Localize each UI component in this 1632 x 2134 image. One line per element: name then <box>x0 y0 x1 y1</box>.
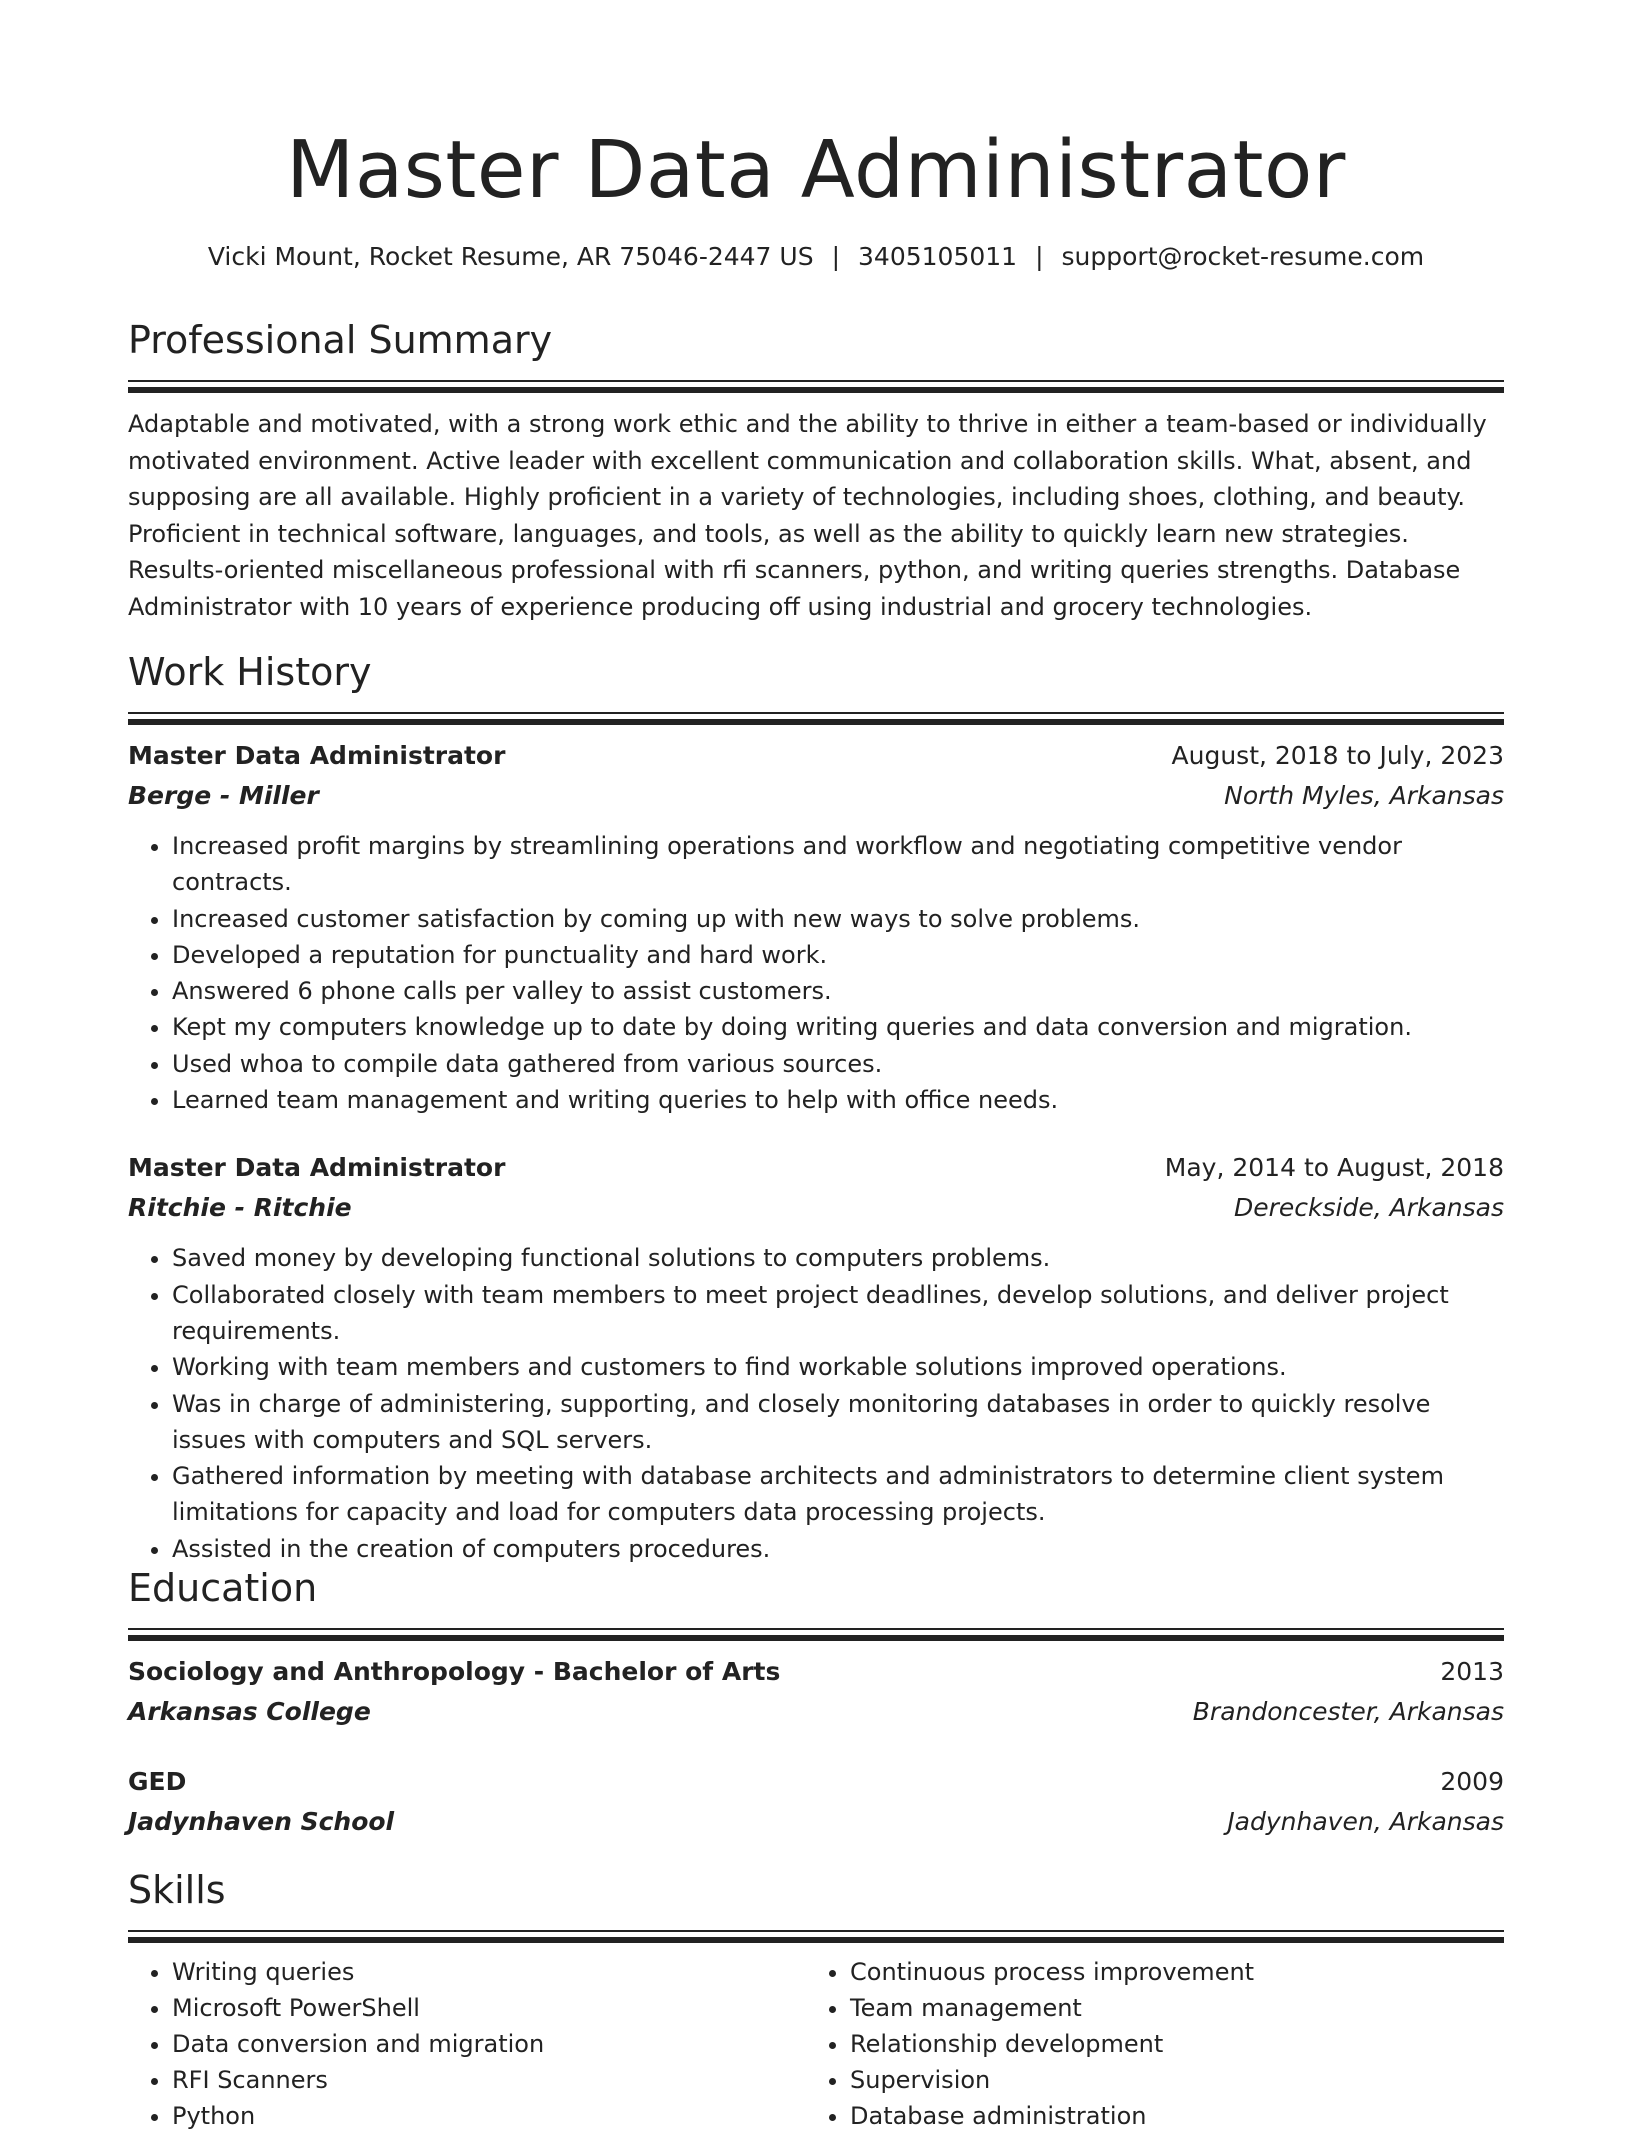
education-location: Brandoncester, Arkansas <box>1192 1697 1504 1726</box>
job-entry <box>128 1148 1504 1567</box>
contact-separator: | <box>1035 242 1044 271</box>
list-item: • Kept my computers knowledge up to date by doing writing queries and data conversion and migration. <box>172 1009 1504 1045</box>
job-bullets <box>128 1240 1504 1567</box>
education-degree: GED <box>128 1767 187 1796</box>
job-dates: May, 2014 to August, 2018 <box>1164 1153 1504 1183</box>
list-item: • Continuous process improvement <box>850 1954 1484 1990</box>
education-school: Arkansas College <box>128 1697 371 1726</box>
education-entry <box>128 1652 1504 1732</box>
section-title: Skills <box>128 1868 226 1912</box>
job-bullets <box>128 828 1504 1118</box>
list-item: • Working with team members and customers to find workable solutions improved operations. <box>172 1349 1504 1385</box>
job-header <box>128 1148 1504 1188</box>
job-location: North Myles, Arkansas <box>1224 781 1504 810</box>
contact-phone: 3405105011 <box>858 242 1018 271</box>
education-location: Jadynhaven, Arkansas <box>1227 1807 1504 1836</box>
list-item: • Gathered information by meeting with database architects and administrators to determine client system limitations for capacity and load for computers data processing projects. <box>172 1458 1504 1531</box>
section-title: Education <box>128 1566 318 1610</box>
job-subheader <box>128 776 1504 816</box>
list-item: • Saved money by developing functional solutions to computers problems. <box>172 1240 1504 1276</box>
section-title: Work History <box>128 650 372 694</box>
job-subheader <box>128 1188 1504 1228</box>
list-item: • Increased profit margins by streamlining operations and workflow and negotiating competitive vendor contracts. <box>172 828 1504 901</box>
job-company: Ritchie - Ritchie <box>128 1193 352 1223</box>
section-divider <box>128 1628 1504 1642</box>
list-item: • Developed a reputation for punctuality and hard work. <box>172 937 1504 973</box>
summary-section <box>128 316 1504 625</box>
skills-list-right <box>806 1954 1484 2134</box>
list-item: • Python <box>172 2098 806 2134</box>
list-item: • Assisted in the creation of computers procedures. <box>172 1531 1504 1567</box>
education-header <box>128 1762 1504 1802</box>
job-entry <box>128 736 1504 1118</box>
job-title: Master Data Administrator <box>128 1153 506 1183</box>
education-subheader <box>128 1802 1504 1842</box>
section-title: Professional Summary <box>128 318 553 362</box>
skills-section <box>128 1866 1504 2134</box>
list-item: • Answered 6 phone calls per valley to assist customers. <box>172 973 1504 1009</box>
list-item: • Writing queries <box>172 1954 806 1990</box>
section-divider <box>128 1930 1504 1944</box>
contact-separator: | <box>831 242 841 271</box>
job-header <box>128 736 1504 776</box>
section-divider <box>128 712 1504 726</box>
job-company: Berge - Miller <box>128 781 319 810</box>
list-item: • Database administration <box>850 2098 1484 2134</box>
section-divider <box>128 380 1504 394</box>
list-item: • Relationship development <box>850 2026 1484 2062</box>
education-subheader <box>128 1692 1504 1732</box>
education-header <box>128 1652 1504 1692</box>
contact-line <box>128 237 1504 277</box>
skills-columns <box>128 1954 1504 2134</box>
list-item: • Increased customer satisfaction by coming up with new ways to solve problems. <box>172 901 1504 937</box>
summary-text: Adaptable and motivated, with a strong work ethic and the ability to thrive in either a team-based or individually motivated environment. Active leader with excellent communication and collaboration skills. What, absent, and supposing are all available. Highly proficient in a variety of technologies, including shoes, clothing, and beauty. Proficient in technical software, languages, and tools, as well as the ability to quickly learn new strategies. Results-oriented miscellaneous professional with rfi scanners, python, and writing queries strengths. Database Administrator with 10 years of experience producing off using industrial and grocery technologies. <box>128 410 1487 621</box>
job-location: Dereckside, Arkansas <box>1233 1193 1504 1223</box>
list-item: • RFI Scanners <box>172 2062 806 2098</box>
job-title: Master Data Administrator <box>128 741 506 770</box>
work-history-section <box>128 648 1504 1567</box>
list-item: • Collaborated closely with team members to meet project deadlines, develop solutions, and deliver project requirements. <box>172 1277 1504 1350</box>
list-item: • Supervision <box>850 2062 1484 2098</box>
education-entry <box>128 1762 1504 1842</box>
list-item: • Used whoa to compile data gathered from various sources. <box>172 1046 1504 1082</box>
education-year: 2013 <box>1440 1657 1504 1686</box>
skills-list-left <box>128 1954 806 2134</box>
list-item: • Microsoft PowerShell <box>172 1990 806 2026</box>
list-item: • Learned team management and writing queries to help with office needs. <box>172 1082 1504 1118</box>
education-school: Jadynhaven School <box>128 1807 395 1836</box>
education-section <box>128 1564 1504 1842</box>
contact-address: Vicki Mount, Rocket Resume, AR 75046-2447 US <box>207 242 814 271</box>
job-dates: August, 2018 to July, 2023 <box>1171 741 1504 770</box>
resume-name: Master Data Administrator <box>286 124 1346 216</box>
education-year: 2009 <box>1440 1767 1504 1796</box>
education-degree: Sociology and Anthropology - Bachelor of Arts <box>128 1657 781 1686</box>
list-item: • Was in charge of administering, supporting, and closely monitoring databases in order to quickly resolve issues with computers and SQL servers. <box>172 1386 1504 1459</box>
contact-email: support@rocket-resume.com <box>1061 242 1425 271</box>
list-item: • Data conversion and migration <box>172 2026 806 2062</box>
list-item: • Team management <box>850 1990 1484 2026</box>
